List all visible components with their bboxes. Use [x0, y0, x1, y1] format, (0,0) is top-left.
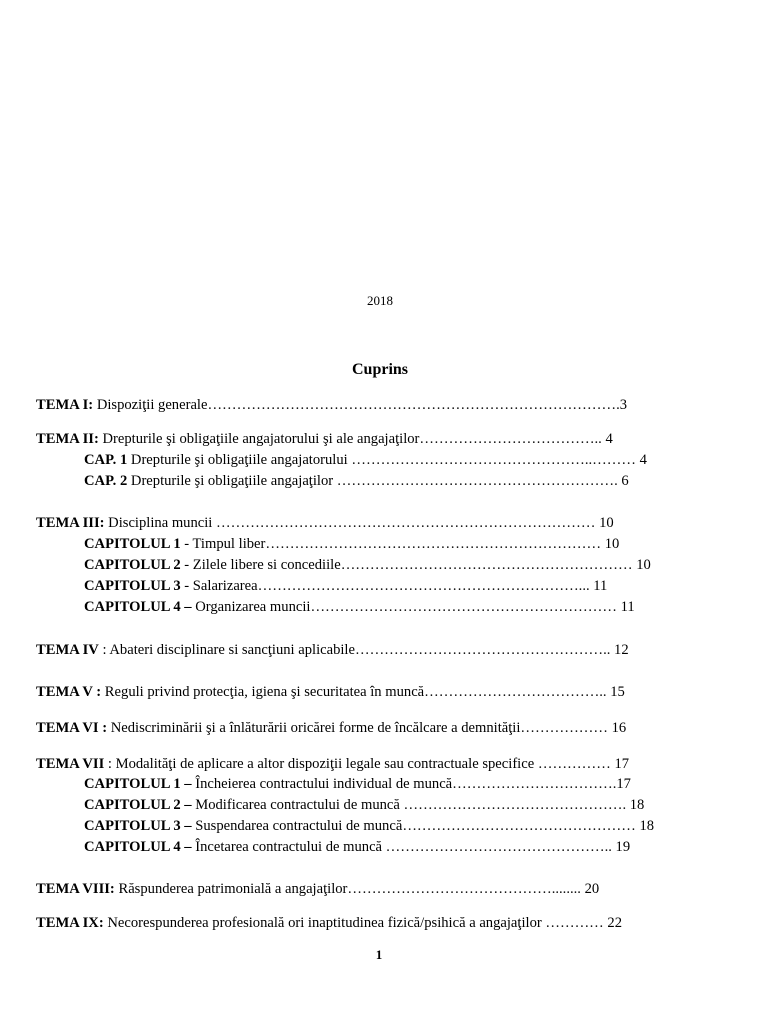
toc-entry-title: - Salarizarea [180, 578, 258, 594]
toc-entry-leader: ………………………………………. [403, 797, 630, 813]
toc-entry-leader: …………………………………………………… [340, 557, 637, 573]
toc-entry-page: 18 [629, 797, 645, 813]
toc-entry-page: 10 [604, 536, 620, 552]
toc-entry[interactable] [36, 880, 599, 898]
toc-subentry[interactable] [84, 838, 630, 856]
toc-entry-title: Modificarea contractului de muncă [191, 797, 404, 813]
toc-entry-label: CAPITOLUL 1 – [84, 776, 192, 792]
toc-subentry[interactable] [84, 817, 654, 835]
toc-subentry[interactable] [84, 796, 644, 814]
toc-entry-page: 18 [639, 818, 655, 834]
toc-entry-label: CAP. 1 [84, 452, 128, 468]
toc-entry-label: CAPITOLUL 4 – [84, 599, 192, 615]
toc-entry-title: Disciplina muncii [104, 515, 216, 531]
toc-entry[interactable] [36, 396, 627, 414]
toc-subentry[interactable] [84, 535, 619, 553]
toc-entry-label: TEMA II: [36, 431, 99, 447]
toc-entry-label: TEMA III: [36, 515, 105, 531]
toc-entry-title: Încheierea contractului individual de muncă [191, 776, 453, 792]
toc-entry-leader: …………………………………………………………... [257, 578, 594, 594]
toc-entry-label: TEMA I: [36, 397, 94, 413]
toc-subentry[interactable] [84, 556, 651, 574]
toc-subentry[interactable] [84, 577, 607, 595]
toc-entry-label: CAPITOLUL 2 [84, 557, 181, 573]
toc-title: Cuprins [351, 361, 409, 378]
toc-subentry[interactable] [84, 472, 629, 490]
toc-entry-leader: …………………………………………………. [336, 473, 622, 489]
toc-entry-label: CAPITOLUL 3 [84, 578, 181, 594]
toc-entry-leader: ………………………………………… [402, 818, 640, 834]
toc-entry-page: 17 [616, 776, 631, 792]
toc-entry-label: CAPITOLUL 3 – [84, 818, 192, 834]
toc-entry-page: 22 [607, 915, 623, 931]
toc-entry-leader: ……………………………….. [419, 431, 606, 447]
toc-entry[interactable] [36, 719, 626, 737]
toc-entry-leader: ……………………………………........ [347, 881, 585, 897]
toc-entry-page: 10 [636, 557, 651, 573]
toc-entry-page: 12 [614, 642, 629, 658]
toc-entry-page: 19 [615, 839, 631, 855]
toc-entry-leader: …………… [537, 756, 615, 772]
toc-entry-title: - Timpul liber [180, 536, 266, 552]
toc-entry-leader: …………………………………………….. [354, 642, 615, 658]
toc-subentry[interactable] [84, 775, 631, 793]
toc-entry-leader: …………………………………………………………………………. [207, 397, 620, 413]
toc-entry-page: 11 [593, 578, 608, 594]
toc-entry-title: Drepturile şi obligaţiile angajatorului [127, 452, 352, 468]
toc-entry-title: Încetarea contractului de muncă [191, 839, 386, 855]
toc-entry[interactable] [36, 514, 614, 532]
toc-entry-label: TEMA VIII: [36, 881, 115, 897]
toc-entry-leader: …………………………………………..……… [351, 452, 640, 468]
toc-entry-page: 4 [605, 431, 613, 447]
toc-subentry[interactable] [84, 598, 635, 616]
toc-entry-label: TEMA VII [36, 756, 105, 772]
toc-entry-title: Reguli privind protecţia, igiena şi securitatea în muncă [101, 684, 425, 700]
toc-entry-title: Drepturile şi obligaţiile angajatorului şi ale angajaţilor [98, 431, 420, 447]
toc-entry-label: CAP. 2 [84, 473, 128, 489]
toc-entry-label: CAPITOLUL 1 [84, 536, 181, 552]
toc-entry-page: 11 [620, 599, 635, 615]
toc-entry[interactable] [36, 683, 625, 701]
toc-entry-page: 10 [599, 515, 614, 531]
toc-entry-label: CAPITOLUL 2 – [84, 797, 192, 813]
toc-entry[interactable] [36, 755, 629, 773]
toc-entry-label: TEMA VI : [36, 720, 108, 736]
toc-entry-title: Necorespunderea profesională ori inaptitudinea fizică/psihică a angajaţilor [103, 915, 546, 931]
toc-entry-label: CAPITOLUL 4 – [84, 839, 192, 855]
toc-entry-leader: ………… [545, 915, 608, 931]
toc-entry-leader: ……………………………. [452, 776, 617, 792]
toc-entry-title: Drepturile şi obligaţiile angajaţilor [127, 473, 337, 489]
toc-subentry[interactable] [84, 451, 647, 469]
toc-entry-label: TEMA V : [36, 684, 102, 700]
toc-entry-label: TEMA IV [36, 642, 99, 658]
document-year: 2018 [367, 293, 393, 308]
toc-entry-title: Suspendarea contractului de muncă [191, 818, 403, 834]
toc-entry-title: : Modalităţi de aplicare a altor dispoziţii legale sau contractuale specifice [104, 756, 538, 772]
toc-entry-leader: …………………………………………………………………… [216, 515, 600, 531]
toc-entry[interactable] [36, 914, 622, 932]
toc-entry-label: TEMA IX: [36, 915, 104, 931]
toc-entry-leader: ……………………………………….. [385, 839, 616, 855]
toc-entry-title: Nediscriminării şi a înlăturării oricărei forme de încălcare a demnităţii [107, 720, 521, 736]
toc-entry-leader: ……………… [520, 720, 612, 736]
toc-entry-page: 6 [621, 473, 629, 489]
toc-entry-title: Organizarea muncii [191, 599, 311, 615]
toc-entry-title: : Abateri disciplinare si sancţiuni aplicabile [98, 642, 355, 658]
toc-entry-title: Dispoziţii generale [93, 397, 208, 413]
toc-entry-page: 15 [610, 684, 625, 700]
toc-entry-leader: ……………………………………………………… [310, 599, 621, 615]
toc-entry[interactable] [36, 641, 629, 659]
toc-entry-title: - Zilele libere si concediile [180, 557, 341, 573]
toc-entry-page: 16 [611, 720, 627, 736]
toc-entry-leader: …………………………………………………………… [265, 536, 605, 552]
toc-entry-page: 20 [584, 881, 600, 897]
toc-entry-title: Răspunderea patrimonială a angajaţilor [114, 881, 348, 897]
page-number: 1 [375, 947, 383, 962]
toc-entry-page: 4 [639, 452, 647, 468]
toc-entry-leader: ……………………………….. [424, 684, 611, 700]
toc-entry-page: 3 [619, 397, 628, 413]
toc-entry[interactable] [36, 430, 613, 448]
toc-entry-page: 17 [614, 756, 630, 772]
